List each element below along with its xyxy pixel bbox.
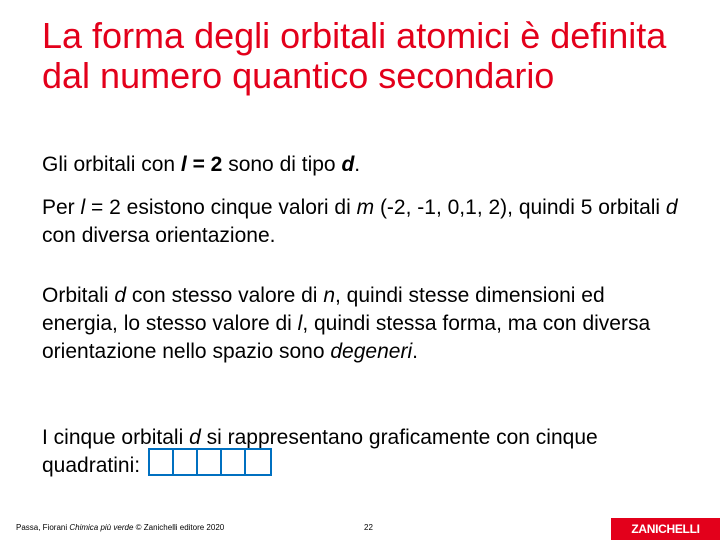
credit-authors: Passa, Fiorani — [16, 523, 70, 532]
symbol-m: m — [356, 196, 375, 219]
text: . — [354, 153, 361, 176]
text: , quindi stessa forma, ma con diversa orientazione nello spazio sono — [42, 312, 651, 363]
slide-footer — [0, 512, 720, 540]
symbol-d: d — [341, 153, 355, 176]
logo-text: ZANICHELLI — [631, 522, 700, 536]
text: si rappresentano graficamente con cinque quadratini: — [42, 426, 598, 477]
paragraph-m-values — [42, 194, 682, 250]
text: I cinque orbitali — [42, 426, 190, 449]
symbol-d: d — [665, 196, 678, 219]
paragraph-boxes — [42, 424, 682, 480]
text: = 2 esistono cinque valori di — [85, 196, 357, 219]
orbital-box — [174, 450, 198, 474]
credit-publisher: © Zanichelli editore 2020 — [133, 523, 225, 532]
text: , quindi stesse dimensioni ed energia, lo stesso valore di — [42, 284, 605, 335]
orbital-box — [198, 450, 222, 474]
orbital-boxes-diagram — [148, 448, 272, 476]
paragraph-degenerate — [42, 282, 682, 366]
symbol-l: l — [297, 312, 303, 335]
symbol-d: d — [114, 284, 127, 307]
term-degeneri: degeneri — [330, 340, 413, 363]
orbital-box — [246, 450, 270, 474]
credit-book-title: Chimica più verde — [69, 523, 134, 532]
orbital-box — [150, 450, 174, 474]
text: . — [412, 340, 418, 363]
zanichelli-logo — [611, 518, 720, 540]
paragraph-orbital-type — [42, 151, 682, 179]
orbital-box — [222, 450, 246, 474]
slide-title: La forma degli orbitali atomici è definita dal numero quantico secondario — [42, 15, 667, 96]
symbol-d: d — [189, 426, 201, 449]
text: con diversa orientazione. — [42, 224, 276, 247]
text: (-2, -1, 0,1, 2), quindi 5 orbitali — [374, 196, 666, 219]
footer-credit — [16, 523, 224, 532]
text: Per — [42, 196, 81, 219]
symbol-l: l — [180, 153, 187, 176]
text: = 2 — [186, 153, 223, 176]
symbol-n: n — [323, 284, 335, 307]
text: sono di tipo — [222, 153, 342, 176]
text: Gli orbitali con — [42, 153, 181, 176]
text: con stesso valore di — [126, 284, 324, 307]
page-number: 22 — [364, 523, 373, 532]
symbol-l: l — [80, 196, 86, 219]
text: Orbitali — [42, 284, 115, 307]
